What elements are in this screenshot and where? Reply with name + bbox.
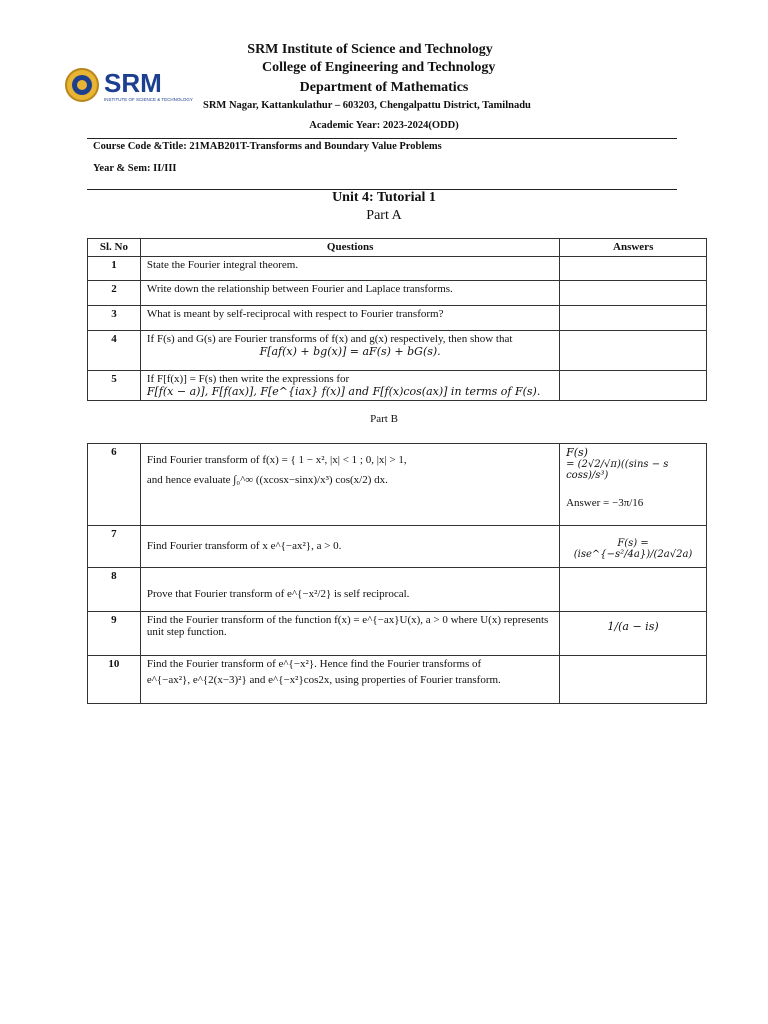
row-number: 6 xyxy=(88,444,141,526)
question-equation: F[af(x) + bg(x)] = aF(s) + bG(s). xyxy=(259,345,441,358)
row-number: 3 xyxy=(88,306,141,331)
table-row xyxy=(88,444,707,526)
question-text: Write down the relationship between Fourier and Laplace transforms. xyxy=(140,281,560,306)
question-cell xyxy=(140,444,559,526)
question-text-2: and hence evaluate ∫₀^∞ ((xcosx−sinx)/x³) cos(x/2) dx. xyxy=(146,474,388,486)
row-number: 1 xyxy=(88,257,141,281)
academic-year: Academic Year: 2023-2024(ODD) xyxy=(309,120,459,131)
answer-cell xyxy=(560,281,707,306)
table-row xyxy=(88,371,707,401)
answer-cell xyxy=(560,257,707,281)
address: SRM Nagar, Kattankulathur – 603203, Chengalpattu District, Tamilnadu xyxy=(203,100,531,111)
answer-line-3: Answer = −3π/16 xyxy=(566,497,644,509)
divider xyxy=(87,138,677,139)
table-row xyxy=(88,612,707,656)
answer-cell xyxy=(560,331,707,371)
question-cell xyxy=(140,371,560,401)
answer-cell xyxy=(560,306,707,331)
answer-cell xyxy=(560,612,707,656)
question-cell xyxy=(140,331,560,371)
question-text: If F(s) and G(s) are Fourier transforms of f(x) and g(x) respectively, then show that xyxy=(146,333,513,345)
answer-line-2: = (2√2/√π)((sins − s coss)/s³) xyxy=(566,459,669,481)
answer-line-1: 1/(a − is) xyxy=(607,620,659,633)
svg-text:SRM: SRM xyxy=(104,68,162,98)
college-name: College of Engineering and Technology xyxy=(262,60,496,75)
table-row xyxy=(88,306,707,331)
row-number: 9 xyxy=(88,612,141,656)
unit-title: Unit 4: Tutorial 1 xyxy=(332,190,436,205)
institute-name: SRM Institute of Science and Technology xyxy=(247,42,493,57)
course-code-title: Course Code &Title: 21MAB201T-Transforms and Boundary Value Problems xyxy=(93,141,442,152)
question-equation: F[f(x − a)], F[f(ax)], F[e^{iax} f(x)] and F[f(x)cos(ax)] in terms of F(s). xyxy=(146,385,541,398)
answer-cell xyxy=(560,568,707,612)
row-number: 4 xyxy=(88,331,141,371)
department-name: Department of Mathematics xyxy=(299,80,469,95)
question-text: Find the Fourier transform of e^{−x²}. Hence find the Fourier transforms of xyxy=(146,658,482,670)
answer-cell xyxy=(560,656,707,704)
question-text: State the Fourier integral theorem. xyxy=(140,257,560,281)
row-number: 5 xyxy=(88,371,141,401)
question-cell xyxy=(140,568,559,612)
table-row xyxy=(88,656,707,704)
col-header-questions: Questions xyxy=(140,239,560,257)
answer-cell xyxy=(560,444,707,526)
row-number: 8 xyxy=(88,568,141,612)
question-cell xyxy=(140,526,559,568)
answer-line-1: F(s) xyxy=(566,446,588,459)
part-b-table xyxy=(87,443,707,704)
part-a-table xyxy=(87,238,707,401)
col-header-sl: Sl. No xyxy=(88,239,141,257)
answer-line-1: F(s) = (ise^{−s²/4a})/(2a√2a) xyxy=(573,538,693,560)
row-number: 10 xyxy=(88,656,141,704)
question-text: If F[f(x)] = F(s) then write the expressions for xyxy=(146,373,350,385)
question-text: Find the Fourier transform of the function f(x) = e^{−ax}U(x), a > 0 where U(x) represents unit step function. xyxy=(140,612,559,656)
col-header-answers: Answers xyxy=(560,239,707,257)
row-number: 7 xyxy=(88,526,141,568)
table-row xyxy=(88,257,707,281)
table-row xyxy=(88,281,707,306)
year-sem: Year & Sem: II/III xyxy=(93,163,177,174)
row-number: 2 xyxy=(88,281,141,306)
question-text: Find Fourier transform of x e^{−ax²}, a > 0. xyxy=(146,540,342,552)
svg-text:INSTITUTE OF SCIENCE & TECHNOL: INSTITUTE OF SCIENCE & TECHNOLOGY xyxy=(104,97,193,102)
question-text: Find Fourier transform of f(x) = { 1 − x², |x| < 1 ; 0, |x| > 1, xyxy=(146,454,407,466)
question-text: Prove that Fourier transform of e^{−x²/2} is self reciprocal. xyxy=(146,588,410,600)
question-cell xyxy=(140,656,559,704)
part-a-label: Part A xyxy=(366,208,402,223)
part-b-label: Part B xyxy=(370,413,398,425)
table-row xyxy=(88,526,707,568)
table-row xyxy=(88,568,707,612)
answer-cell xyxy=(560,371,707,401)
answer-cell xyxy=(560,526,707,568)
question-text-2: e^{−ax²}, e^{2(x−3)²} and e^{−x²}cos2x, using properties of Fourier transform. xyxy=(146,674,501,686)
table-row xyxy=(88,331,707,371)
question-text: What is meant by self-reciprocal with respect to Fourier transform? xyxy=(140,306,560,331)
